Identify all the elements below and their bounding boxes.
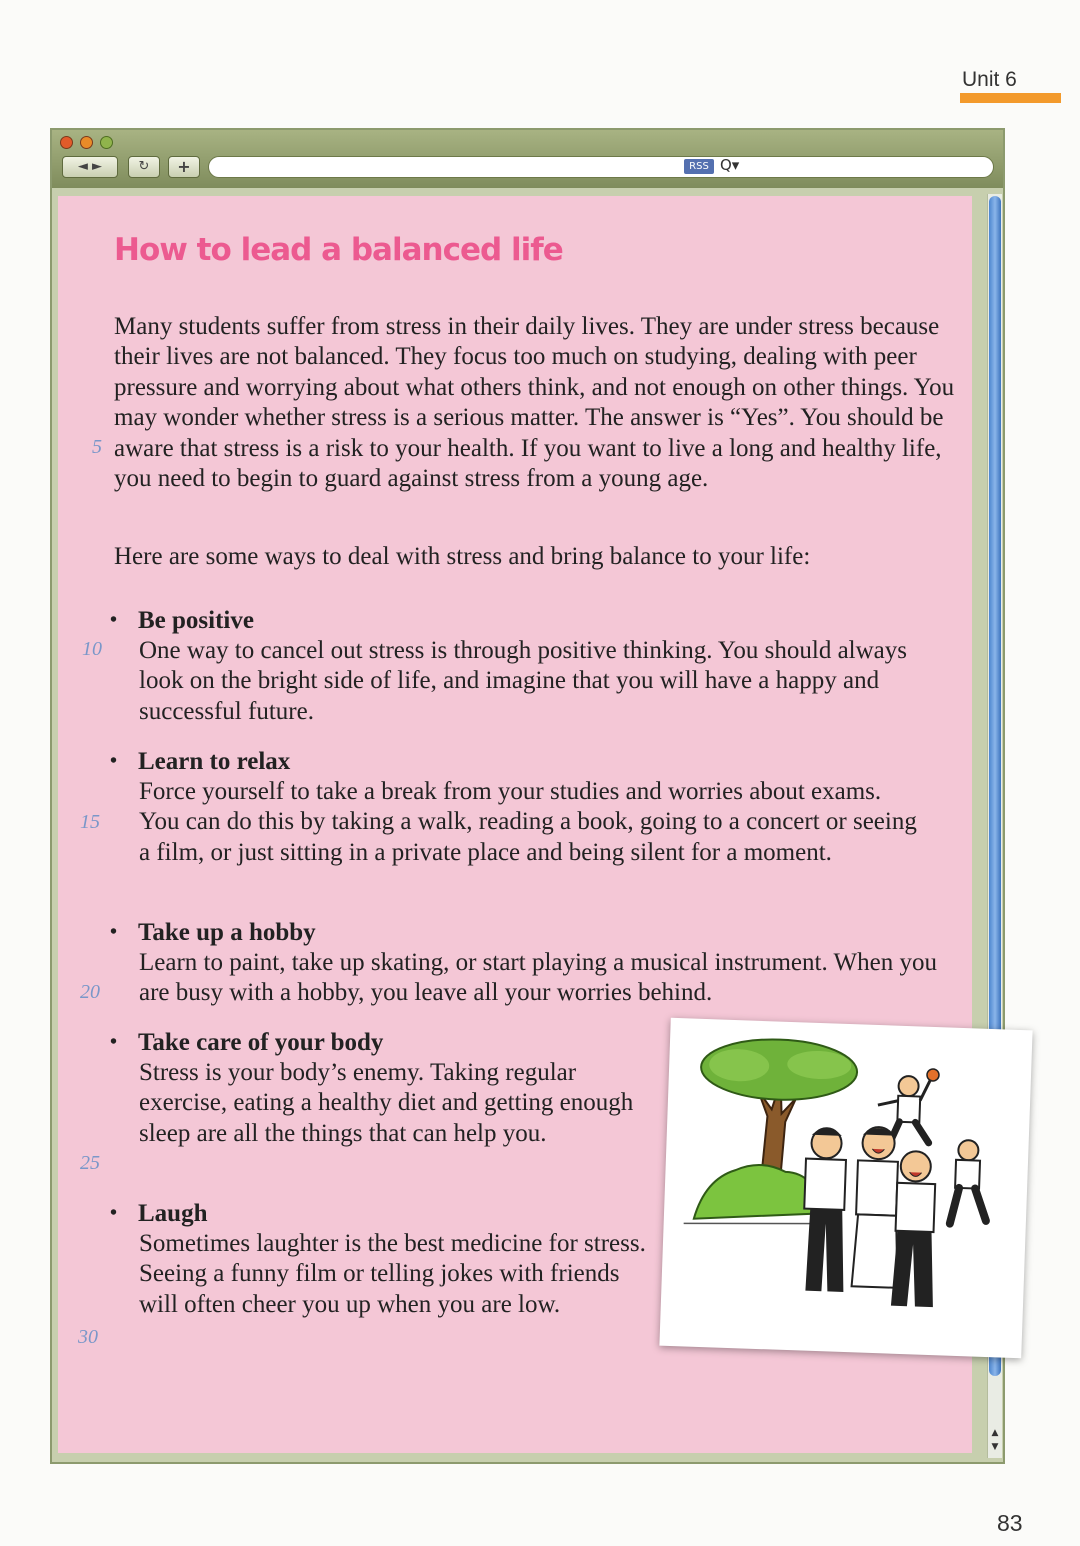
lead-in-paragraph: Here are some ways to deal with stress and bring balance to your life: — [114, 543, 811, 570]
cartoon-drawing — [659, 1018, 1032, 1358]
browser-toolbar — [52, 130, 1003, 188]
bullet-icon: • — [110, 1202, 118, 1224]
tip-body: Learn to paint, take up skating, or start playing a musical instrument. When you are busy with a hobby, you leave all your worries behind. — [139, 949, 937, 1007]
back-forward-button[interactable]: ◄ ► — [62, 156, 118, 178]
tip-title: • Take care of your body — [110, 1029, 384, 1056]
rss-icon[interactable]: RSS — [684, 159, 714, 174]
minimize-window-icon[interactable] — [80, 136, 93, 149]
tip-body: One way to cancel out stress is through positive thinking. You should always look on the bright side of life, and imagine that you will have a happy and successful future. — [139, 637, 907, 725]
line-number: 20 — [80, 981, 100, 1003]
tip-body: Stress is your body’s enemy. Taking regular exercise, eating a healthy diet and getting enough sleep are all the things that can help you. — [139, 1059, 634, 1147]
scroll-down-icon[interactable]: ▼ — [991, 1442, 999, 1452]
tip-body: Sometimes laughter is the best medicine for stress. Seeing a funny film or telling jokes with friends will often cheer you up when you are low. — [139, 1230, 646, 1318]
line-number: 30 — [78, 1326, 98, 1348]
bullet-icon: • — [110, 921, 118, 943]
add-bookmark-button[interactable]: + — [168, 156, 200, 178]
tip-title: • Laugh — [110, 1200, 208, 1227]
maximize-window-icon[interactable] — [100, 136, 113, 149]
page-number: 83 — [997, 1510, 1023, 1536]
intro-paragraph: Many students suffer from stress in their daily lives. They are under stress because their lives are not balanced. They focus too much on studying, dealing with peer pressure and worrying about what others think, and not enough on other things. You may wonder whether stress is a serious matter. The answer is “Yes”. You should be aware that stress is a risk to your health. If you want to live a long and healthy life, you need to begin to guard against stress from a young age. — [114, 313, 955, 493]
tip-title: • Be positive — [110, 607, 254, 634]
bullet-icon: • — [110, 1031, 118, 1053]
close-window-icon[interactable] — [60, 136, 73, 149]
friends-laughing-illustration — [659, 1018, 1032, 1358]
article-title: How to lead a balanced life — [114, 232, 563, 268]
line-number: 10 — [82, 638, 102, 660]
unit-bar — [960, 93, 1061, 103]
line-number: 5 — [92, 436, 102, 458]
unit-label: Unit 6 — [962, 68, 1017, 91]
scroll-up-icon[interactable]: ▲ — [991, 1428, 999, 1438]
bullet-icon: • — [110, 609, 118, 631]
line-number: 15 — [80, 811, 100, 833]
tip-body: Force yourself to take a break from your studies and worries about exams. You can do this by taking a walk, reading a book, going to a concert or seeing a film, or just sitting in a private place and being silent for a moment. — [139, 778, 917, 866]
reload-button[interactable]: ↻ — [128, 156, 160, 178]
line-number: 25 — [80, 1152, 100, 1174]
search-icon[interactable]: Q▾ — [720, 156, 740, 174]
tip-title: • Learn to relax — [110, 748, 291, 775]
tip-title: • Take up a hobby — [110, 919, 316, 946]
address-bar[interactable] — [208, 156, 994, 178]
bullet-icon: • — [110, 750, 118, 772]
